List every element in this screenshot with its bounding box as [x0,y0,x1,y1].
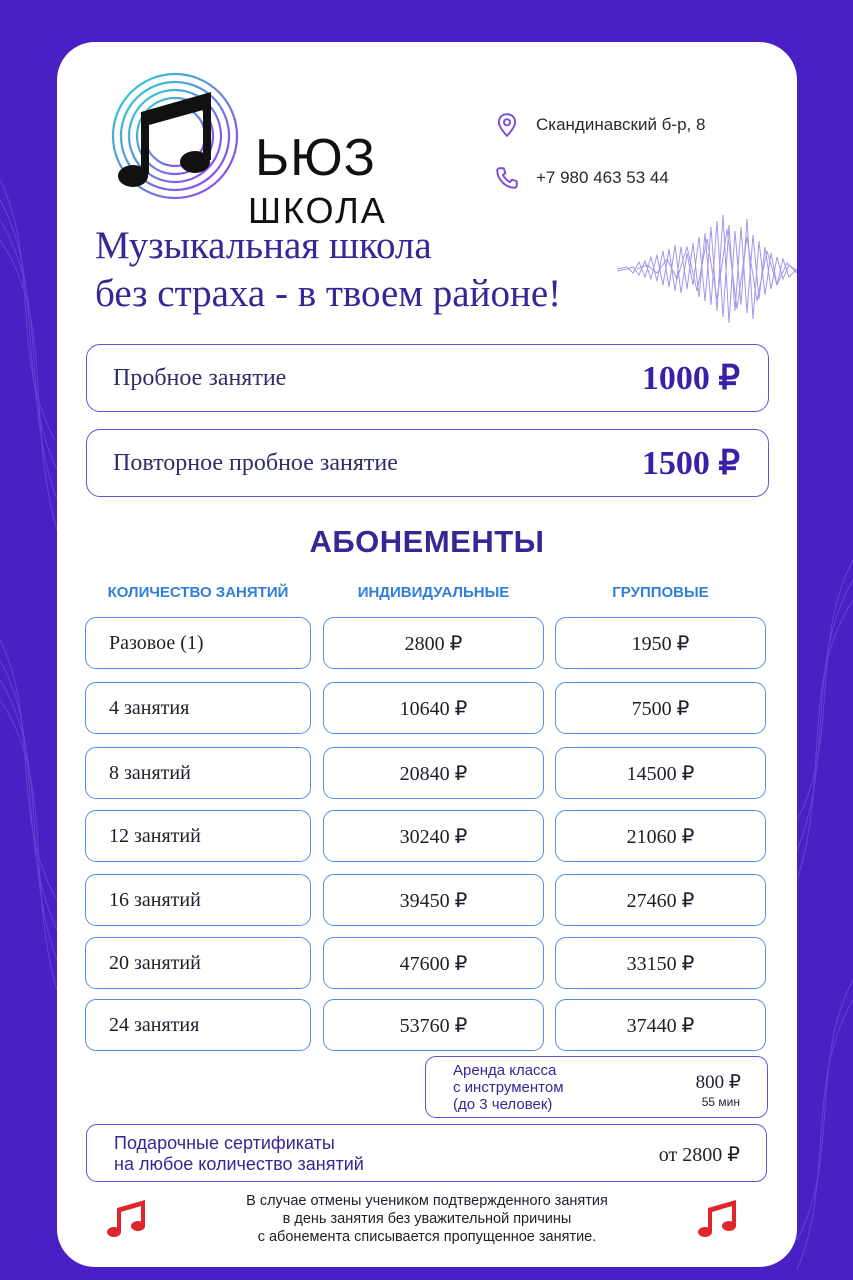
room-rent-line-1: Аренда класса [453,1062,557,1079]
room-rent-line-3: (до 3 человек) [453,1096,553,1113]
location-pin-icon [494,112,520,138]
row-count-cell: 4 занятия [85,682,311,734]
note-line-3: с абонемента списывается пропущенное занятие. [257,1229,597,1245]
phone-text: +7 980 463 53 44 [536,168,669,187]
row-group-price: 37440 ₽ [555,999,766,1051]
music-note-icon [107,1196,151,1240]
row-individual-price: 20840 ₽ [323,747,544,799]
row-count-cell: 20 занятий [85,937,311,989]
room-rent-price: 800 ₽ [695,1072,741,1093]
price-card [57,42,797,1267]
gift-certificate-price: от 2800 ₽ [658,1144,740,1166]
row-individual-price: 47600 ₽ [323,937,544,989]
row-count-cell: 16 занятий [85,874,311,926]
column-header-group: ГРУППОВЫЕ [612,584,709,601]
phone-icon [494,165,520,191]
row-individual-price: 2800 ₽ [323,617,544,669]
title-line-2: без страха - в твоем районе! [95,272,562,315]
row-count-cell: 8 занятий [85,747,311,799]
note-line-2: в день занятия без уважительной причины [282,1211,572,1227]
cancellation-note [57,1192,797,1246]
vinyl-note-icon [105,70,255,205]
trial-lesson-label: Пробное занятие [113,364,287,391]
room-rent-line-2: с инструментом [453,1079,564,1096]
address-text: Скандинавский б-р, 8 [536,115,706,134]
logo-text-top: ЬЮЗ [255,129,377,187]
logo-text-bottom: ШКОЛА [248,190,387,231]
sound-wave-icon [617,207,797,332]
row-count-cell: 12 занятий [85,810,311,862]
subscriptions-title: АБОНЕМЕНТЫ [309,524,545,559]
phone-row [494,165,669,191]
note-line-1: В случае отмены учеником подтвержденного занятия [246,1193,608,1209]
row-group-price: 14500 ₽ [555,747,766,799]
room-rent-box [425,1056,768,1118]
repeat-trial-price: 1500 ₽ [641,445,740,482]
row-individual-price: 30240 ₽ [323,810,544,862]
row-individual-price: 10640 ₽ [323,682,544,734]
school-logo [105,70,395,231]
row-group-price: 7500 ₽ [555,682,766,734]
row-group-price: 1950 ₽ [555,617,766,669]
row-individual-price: 39450 ₽ [323,874,544,926]
gift-certificate-box [86,1124,767,1182]
repeat-trial-row [86,429,769,497]
trial-lesson-price: 1000 ₽ [641,360,740,397]
row-group-price: 21060 ₽ [555,810,766,862]
row-group-price: 33150 ₽ [555,937,766,989]
gift-line-1: Подарочные сертификаты [114,1133,335,1153]
room-rent-duration: 55 мин [701,1095,740,1109]
gift-certificate-label [114,1133,364,1175]
address-row [494,112,705,138]
title-line-1: Музыкальная школа [95,224,432,267]
page-title [95,222,655,318]
gift-line-2: на любое количество занятий [114,1154,364,1174]
row-count-cell: 24 занятия [85,999,311,1051]
row-group-price: 27460 ₽ [555,874,766,926]
music-note-icon [698,1196,742,1240]
column-header-count: КОЛИЧЕСТВО ЗАНЯТИЙ [107,584,289,601]
column-header-individual: ИНДИВИДУАЛЬНЫЕ [357,584,510,601]
trial-lesson-row [86,344,769,412]
row-count-cell: Разовое (1) [85,617,311,669]
row-individual-price: 53760 ₽ [323,999,544,1051]
repeat-trial-label: Повторное пробное занятие [113,449,398,476]
room-rent-label [453,1062,613,1113]
